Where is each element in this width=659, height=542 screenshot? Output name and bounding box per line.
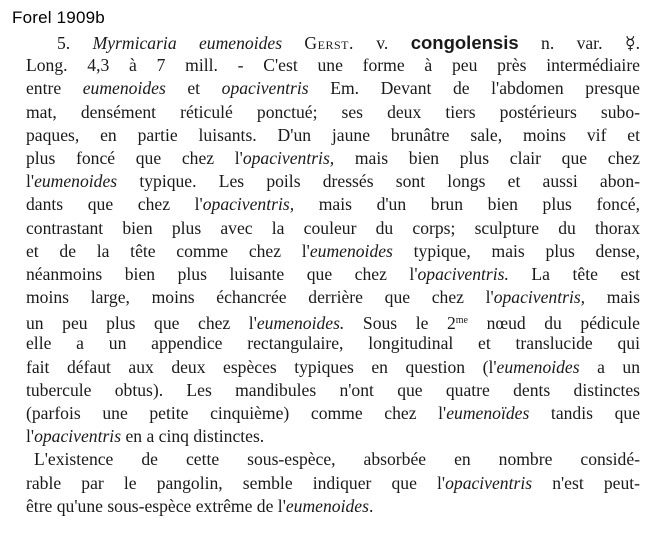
- variety-status: n. var. ☿.: [541, 33, 641, 53]
- text-line: dants que chez l'opaciventris, mais d'un brun bien plus foncé,: [26, 194, 640, 215]
- species-author: Gerst.: [304, 33, 354, 53]
- text-line: mat, densément réticulé ponctué; ses deux tiers postérieurs subo-: [26, 101, 640, 122]
- variety-name: congolensis: [410, 32, 519, 53]
- species-description: [26, 31, 640, 518]
- source-label: Forel 1909b: [12, 8, 105, 27]
- text-line: rable par le pangolin, semble indiquer que l'opaciventris n'est peut-: [26, 472, 640, 493]
- text-line: être qu'une sous-espèce extrême de l'eumenoides.: [26, 495, 374, 516]
- text-line: contrastant bien plus avec la couleur du corps; sculpture du thorax: [26, 217, 640, 238]
- text-line: un peu plus que chez l'eumenoides. Sous le $2^{me}$ nœud du pédicule: [26, 313, 640, 334]
- text-line: paques, en partie luisants. D'un jaune brunâtre sale, moins vif et: [26, 124, 640, 145]
- text-line: entre eumenoides et opaciventris Em. Devant de l'abdomen presque: [26, 78, 640, 99]
- text-line: et de la tête comme chez l'eumenoides typique, mais plus dense,: [26, 240, 641, 261]
- text-line: fait défaut aux deux espèces typiques en question (l'eumenoides a un: [26, 356, 641, 377]
- text-line: Long. 4,3 à 7 mill. - C'est une forme à peu près intermédiaire: [26, 55, 640, 76]
- species-number: 5.: [57, 33, 71, 53]
- text-line: néanmoins bien plus luisante que chez l'opaciventris. La tête est: [26, 263, 640, 284]
- variety-prefix: v.: [376, 33, 389, 53]
- text-line: l'opaciventris en a cinq distinctes.: [26, 426, 265, 447]
- text-line: [26, 31, 640, 54]
- species-name: Myrmicaria eumenoides: [92, 33, 283, 53]
- text-line: elle a un appendice rectangulaire, longitudinal et translucide qui: [26, 333, 640, 354]
- text-line: l'eumenoides typique. Les poils dressés sont longs et aussi abon-: [26, 171, 640, 192]
- text-line: L'existence de cette sous-espèce, absorbée en nombre considé-: [34, 449, 640, 470]
- text-line: moins large, moins échancrée derrière que chez l'opaciventris, mais: [26, 287, 640, 308]
- text-line: (parfois une petite cinquième) comme chez l'eumenoïdes tandis que: [26, 403, 640, 423]
- text-line: tubercule obtus). Les mandibules n'ont que quatre dents distinctes: [26, 379, 640, 400]
- text-line: plus foncé que chez l'opaciventris, mais bien plus clair que chez: [26, 147, 640, 168]
